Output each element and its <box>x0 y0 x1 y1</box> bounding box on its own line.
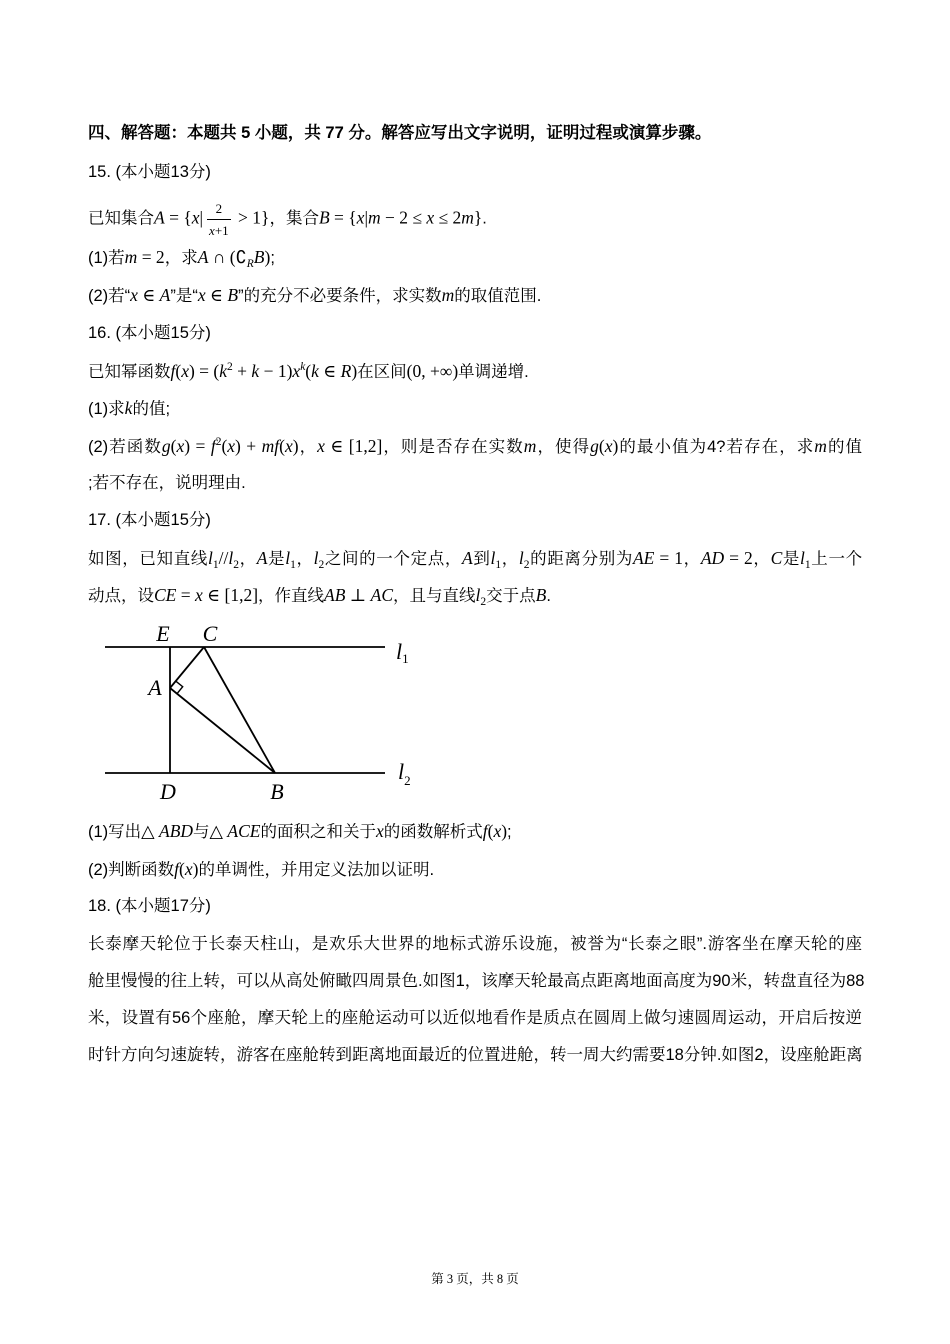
math-symbol: ∈ [1,2] <box>202 585 259 605</box>
subscript-variable: R <box>246 258 254 270</box>
superscript-variable: k <box>300 361 306 373</box>
text-run: ，使得 <box>536 438 591 456</box>
math-variable: x <box>181 361 189 381</box>
math-variable: f <box>482 821 488 841</box>
math-variable: mf <box>261 436 280 456</box>
math-variable: g <box>590 436 599 456</box>
math-symbol: ≤ 2 <box>434 207 462 228</box>
math-symbol: △ <box>209 821 228 841</box>
math-variable: AD <box>700 548 725 568</box>
math-symbol: +1 <box>214 222 229 238</box>
math-symbol: = 2 <box>137 247 165 267</box>
text-run: 的最小值为4?若存在，求 <box>618 438 815 456</box>
question-16-part-1 <box>88 397 170 419</box>
math-variable: m <box>367 207 381 228</box>
text-run: 如图，已知直线 <box>88 550 208 568</box>
segment-AB <box>170 688 275 773</box>
math-symbol: ⊥ <box>345 585 371 605</box>
text-run: ;若不存在，说明理由. <box>88 474 246 492</box>
math-variable: k <box>219 361 228 381</box>
question-15-header: 15. (本小题13分) <box>88 163 211 181</box>
math-variable: x <box>356 207 365 228</box>
text-run: (1)若 <box>88 249 125 267</box>
question-16-part-2-line-1 <box>88 435 862 457</box>
math-symbol: ( <box>279 436 285 456</box>
subscript: 2 <box>523 559 530 571</box>
math-variable: AC <box>370 585 393 605</box>
math-variable: x <box>191 207 200 228</box>
math-variable: f <box>210 436 216 456</box>
text-run: ，求 <box>164 249 198 267</box>
math-variable: A <box>462 548 473 568</box>
text-run: 的值 <box>826 438 863 456</box>
math-symbol: ( <box>305 361 312 381</box>
text-run: ，则是否存在实数 <box>382 438 524 456</box>
subscript: 1 <box>212 559 219 571</box>
text-run: 米，设置有56个座舱，摩天轮上的座舱运动可以近似地看作是质点在圆周上做匀速圆周运动，开启后按逆 <box>88 1009 862 1027</box>
math-symbol: = 2 <box>724 548 753 568</box>
math-variable: m <box>523 436 537 456</box>
math-symbol: | <box>199 207 204 228</box>
math-symbol: ( <box>487 821 494 841</box>
text-run: 已知集合 <box>88 209 154 228</box>
text-run: ，且与直线 <box>393 587 476 605</box>
math-symbol: ) <box>292 436 299 456</box>
math-variable: x <box>426 207 435 228</box>
text-run: ， <box>501 550 519 568</box>
text-run: 舱里慢慢的往上转，可以从高处俯瞰四周景色.如图1，该摩天轮最高点距离地面高度为90米，转盘直径为88 <box>88 972 865 990</box>
fraction-numerator <box>207 200 231 220</box>
question-16-part-2-line-2 <box>88 472 246 494</box>
math-variable: AB <box>324 585 346 605</box>
text-run: 在区间 <box>357 363 407 381</box>
page-footer: 第 3 页，共 8 页 <box>431 1272 519 1286</box>
math-variable: k <box>311 361 319 381</box>
question-18-stem-line-1 <box>88 933 862 955</box>
math-variable: x <box>604 436 613 456</box>
question-15-stem <box>88 200 487 238</box>
text-run: 交于点 <box>486 587 536 605</box>
text-run: 单调递增. <box>458 363 529 381</box>
math-variable: x <box>184 859 193 879</box>
math-variable: f <box>170 361 176 381</box>
math-symbol: ∩ (∁ <box>208 247 247 267</box>
math-symbol: ∈ <box>137 285 160 305</box>
math-variable: m <box>124 247 138 267</box>
text-run: 之间的一个定点， <box>324 550 462 568</box>
subscript: 1 <box>290 559 296 571</box>
text-run: (1)写出 <box>88 823 142 841</box>
text-run: 的函数解析式 <box>383 823 483 841</box>
label-l2 <box>398 759 411 788</box>
math-symbol: ( <box>175 361 182 381</box>
subscript: 2 <box>480 596 487 608</box>
text-run: 时针方向匀速旋转，游客在座舱转到距离地面最近的位置进舱，转一周大约需要18分钟.如图2，设座舱距离 <box>88 1046 863 1064</box>
text-run: ; <box>270 249 275 267</box>
text-run: (1)求 <box>88 400 125 418</box>
math-variable: k <box>251 361 260 381</box>
math-variable: l <box>518 548 524 568</box>
math-symbol: = { <box>164 207 192 228</box>
question-16-header: 16. (本小题15分) <box>88 324 211 342</box>
question-15-part-2 <box>88 284 541 306</box>
label-A: A <box>148 675 162 700</box>
math-variable: k <box>124 398 133 418</box>
label-C: C <box>202 621 218 646</box>
text-run: 动点，设 <box>88 587 154 605</box>
geometry-figure <box>100 615 430 805</box>
right-angle-marker <box>176 681 183 694</box>
text-run: (2)若函数 <box>88 438 162 456</box>
text-run: 是 <box>267 550 286 568</box>
math-variable: B <box>227 285 239 305</box>
math-symbol: ( <box>179 859 185 879</box>
math-variable: x <box>197 285 206 305</box>
math-variable: C <box>770 548 783 568</box>
math-symbol: ∈ <box>318 361 341 381</box>
text-run: 是 <box>782 550 801 568</box>
question-17-stem-line-1 <box>88 547 862 569</box>
math-symbol: = 1 <box>654 548 684 568</box>
math-variable: l <box>207 548 213 568</box>
math-symbol: △ <box>141 821 160 841</box>
label-l1-letter: l <box>396 639 403 664</box>
text-run: 的单调性，并用定义法加以证明. <box>198 861 435 879</box>
math-symbol: ) <box>351 361 358 381</box>
subscript: 1 <box>804 559 811 571</box>
text-run: 到 <box>472 550 491 568</box>
text-run: 已知幂函数 <box>88 363 171 381</box>
segment-CB <box>204 647 275 773</box>
math-symbol: } <box>473 207 483 228</box>
superscript: 2 <box>227 361 233 373</box>
text-run: . <box>482 209 487 228</box>
math-symbol: ( <box>170 436 177 456</box>
math-variable: m <box>461 207 474 228</box>
math-variable: B <box>318 207 330 228</box>
text-run: (2)判断函数 <box>88 861 175 879</box>
text-run: ”是“ <box>170 287 198 305</box>
math-variable: m <box>814 436 827 456</box>
math-variable: x <box>195 585 203 605</box>
math-symbol: > 1} <box>233 207 270 228</box>
text-run: 上一个 <box>810 550 863 568</box>
math-symbol: ( <box>598 436 605 456</box>
math-symbol: ) <box>192 859 199 879</box>
math-variable: l <box>228 548 234 568</box>
math-symbol: = <box>176 585 195 605</box>
math-variable: x <box>176 436 185 456</box>
text-run: ， <box>295 550 314 568</box>
text-run: ， <box>752 550 771 568</box>
math-variable: B <box>535 585 547 605</box>
math-symbol: − 2 ≤ <box>380 207 427 228</box>
text-run: ， <box>298 438 318 456</box>
fraction-denominator <box>207 220 231 239</box>
math-variable: B <box>253 247 265 267</box>
math-variable: A <box>197 247 209 267</box>
math-variable: l <box>313 548 319 568</box>
math-variable: CE <box>154 585 177 605</box>
text-run: ， <box>238 550 257 568</box>
math-variable: x <box>227 436 236 456</box>
math-symbol: ∈ <box>205 285 228 305</box>
label-B: B <box>270 779 284 804</box>
math-variable: x <box>209 222 215 238</box>
math-variable: A <box>154 207 165 228</box>
math-symbol: (0, +∞) <box>406 361 459 381</box>
subscript: 1 <box>495 559 502 571</box>
question-18-stem-line-2 <box>88 970 865 992</box>
label-l2-letter: l <box>398 759 405 784</box>
text-run: 的距离分别为 <box>529 550 633 568</box>
math-variable: A <box>256 548 268 568</box>
math-symbol: + <box>232 361 252 381</box>
math-symbol: 2 <box>215 201 223 216</box>
label-l2-subscript: 2 <box>404 773 411 788</box>
math-variable: x <box>493 821 502 841</box>
math-variable: AE <box>632 548 655 568</box>
math-symbol: − 1) <box>259 361 293 381</box>
question-17-part-1 <box>88 820 512 842</box>
question-18-stem-line-3 <box>88 1007 862 1029</box>
math-variable: l <box>800 548 805 568</box>
superscript: 2 <box>215 436 222 448</box>
math-variable: R <box>340 361 352 381</box>
label-l1 <box>396 639 409 666</box>
subscript: 2 <box>318 559 325 571</box>
math-symbol: | <box>364 207 368 228</box>
math-variable: l <box>285 548 291 568</box>
text-run: ，集合 <box>269 209 319 228</box>
text-run: 的值; <box>132 400 171 418</box>
question-15-part-1 <box>88 246 275 268</box>
math-symbol: ∈ [1,2] <box>324 436 383 456</box>
math-variable: f <box>174 859 180 879</box>
math-variable: ACE <box>227 821 261 841</box>
question-17-stem-line-2 <box>88 584 551 606</box>
math-variable: l <box>490 548 496 568</box>
math-variable: ABD <box>159 821 194 841</box>
fraction <box>207 200 231 238</box>
text-run: 的面积之和关于 <box>260 823 376 841</box>
math-symbol: ) <box>264 247 271 267</box>
math-variable: x <box>375 821 384 841</box>
text-run: ， <box>683 550 701 568</box>
label-D: D <box>160 779 176 804</box>
math-variable: l <box>475 585 481 605</box>
math-symbol: // <box>218 548 229 568</box>
text-run: 的取值范围. <box>454 287 542 305</box>
math-symbol: ) = <box>184 436 211 456</box>
math-symbol: ) = ( <box>188 361 220 381</box>
question-18-stem-line-4 <box>88 1044 862 1066</box>
math-symbol: = { <box>329 207 357 228</box>
math-variable: x <box>292 361 301 381</box>
question-17-part-2 <box>88 858 434 880</box>
math-variable: A <box>159 285 171 305</box>
subscript: 2 <box>233 559 239 571</box>
question-16-stem <box>88 360 529 382</box>
text-run: ，作直线 <box>258 587 325 605</box>
text-run: 长泰摩天轮位于长泰天柱山，是欢乐大世界的地标式游乐设施，被誉为“长泰之眼”.游客坐在摩天轮的座 <box>88 935 862 953</box>
label-l1-subscript: 1 <box>402 651 409 666</box>
math-variable: x <box>130 285 138 305</box>
math-variable: g <box>161 436 171 456</box>
text-run: ; <box>507 823 512 841</box>
math-variable: x <box>284 436 293 456</box>
text-run: 与 <box>193 823 210 841</box>
math-symbol: ) <box>612 436 619 456</box>
math-variable: m <box>441 285 455 305</box>
math-symbol: ) + <box>235 436 262 456</box>
math-symbol: ( <box>221 436 228 456</box>
math-symbol: ) <box>501 821 508 841</box>
section-heading: 四、解答题：本题共 5 小题，共 77 分。解答应写出文字说明，证明过程或演算步骤。 <box>88 124 712 142</box>
question-18-header: 18. (本小题17分) <box>88 897 211 915</box>
text-run: . <box>546 587 551 605</box>
math-variable: x <box>317 436 325 456</box>
segment-AC <box>170 647 204 688</box>
text-run: ”的充分不必要条件，求实数 <box>238 287 442 305</box>
text-run: (2)若“ <box>88 287 131 305</box>
question-17-header: 17. (本小题15分) <box>88 511 211 529</box>
label-E: E <box>156 621 170 646</box>
